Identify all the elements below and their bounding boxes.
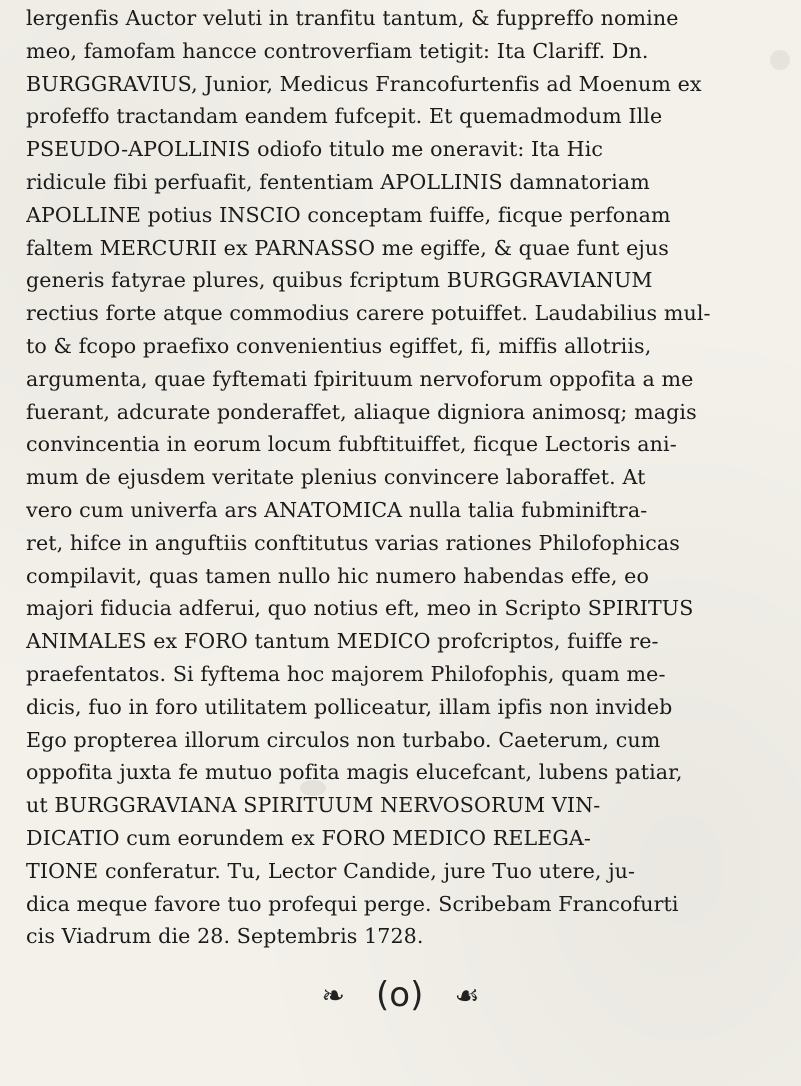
text-line: cis Viadrum die 28. Septembris 1728. <box>26 924 424 949</box>
text-line: meo, famofam hancce controverfiam tetigit: Ita Clariff. Dn. <box>26 38 649 63</box>
text-line: DICATIO cum eorundem ex FORO MEDICO RELEGA- <box>26 825 591 850</box>
text-line: ANIMALES ex FORO tantum MEDICO profcriptos, fuiffe re- <box>26 629 659 654</box>
text-line: fuerant, adcurate ponderaffet, aliaque digniora animosq; magis <box>26 399 697 424</box>
text-line: oppofita juxta fe mutuo pofita magis elucefcant, lubens patiar, <box>26 760 683 785</box>
floral-ornament-left-icon: ❧ <box>321 978 345 1012</box>
text-line: compilavit, quas tamen nullo hic numero habendas effe, eo <box>26 563 649 588</box>
text-line: Ego propterea illorum circulos non turbabo. Caeterum, cum <box>26 727 661 752</box>
body-text <box>26 2 792 953</box>
text-line: TIONE conferatur. Tu, Lector Candide, jure Tuo utere, ju- <box>26 858 636 883</box>
text-line: BURGGRAVIUS, Junior, Medicus Francofurtenfis ad Moenum ex <box>26 71 702 96</box>
text-line: praefentatos. Si fyftema hoc majorem Philofophis, quam me- <box>26 661 666 686</box>
text-line: ridicule fibi perfuafit, fententiam APOLLINIS damnatoriam <box>26 169 650 194</box>
text-line: dica meque favore tuo profequi perge. Scribebam Francofurti <box>26 891 679 916</box>
text-line: majori fiducia adferui, quo notius eft, meo in Scripto SPIRITUS <box>26 596 694 621</box>
page-ornament <box>0 975 801 1035</box>
text-line: vero cum univerfa ars ANATOMICA nulla talia fubminiftra- <box>26 497 648 522</box>
text-line: PSEUDO-APOLLINIS odiofo titulo me oneravit: Ita Hic <box>26 137 604 162</box>
text-line: mum de ejusdem veritate plenius convincere laboraffet. At <box>26 465 646 490</box>
text-line: convincentia in eorum locum fubftituiffet, ficque Lectoris ani- <box>26 432 677 457</box>
text-line: to & fcopo praefixo convenientius egiffet, fi, miffis allotriis, <box>26 333 652 358</box>
text-line: profeffo tractandam eandem fufcepit. Et quemadmodum Ille <box>26 104 663 129</box>
floral-ornament-right-icon: ☙ <box>454 978 480 1012</box>
text-line: ret, hifce in anguftiis conftitutus varias rationes Philofophicas <box>26 530 680 555</box>
text-line: faltem MERCURII ex PARNASSO me egiffe, & quae funt ejus <box>26 235 669 260</box>
text-line: lergenfis Auctor veluti in tranfitu tantum, & fuppreffo nomine <box>26 6 679 30</box>
text-line: APOLLINE potius INSCIO conceptam fuiffe, ficque perfonam <box>26 202 671 227</box>
text-line: rectius forte atque commodius carere potuiffet. Laudabilius mul- <box>26 301 711 326</box>
text-line: dicis, fuo in foro utilitatem polliceatur, illam ipfis non invideb <box>26 694 673 719</box>
text-line: ut BURGGRAVIANA SPIRITUUM NERVOSORUM VIN- <box>26 793 601 818</box>
text-line: argumenta, quae fyftemati fpirituum nervoforum oppofita a me <box>26 366 694 391</box>
text-line: generis fatyrae plures, quibus fcriptum BURGGRAVIANUM <box>26 268 653 293</box>
signature-mark: (o) <box>376 975 424 1015</box>
